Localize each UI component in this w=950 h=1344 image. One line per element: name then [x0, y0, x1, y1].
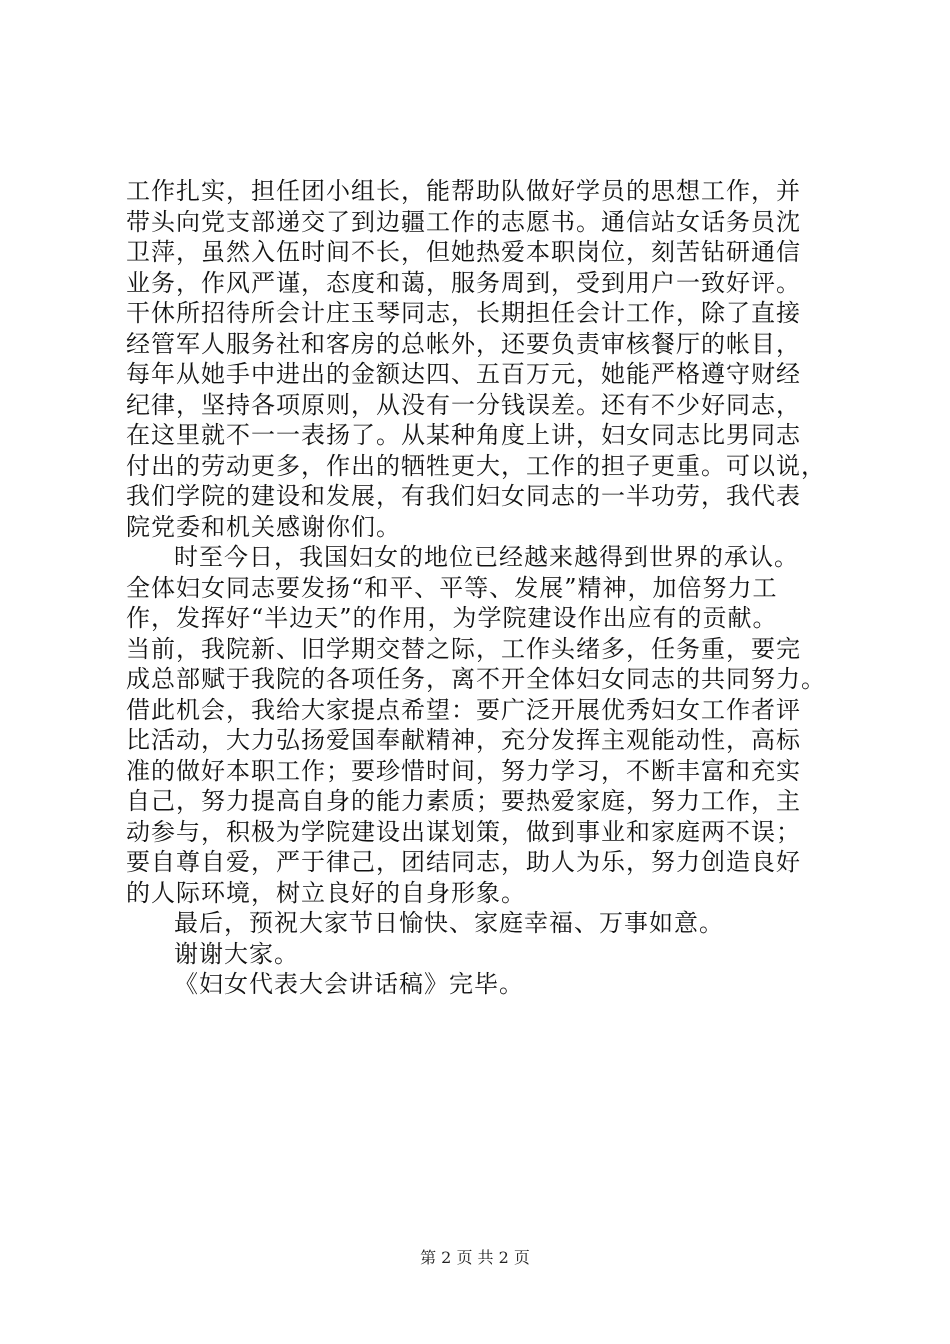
text-line: 动参与，积极为学院建设出谋划策，做到事业和家庭两不误； — [126, 817, 801, 846]
paragraph-start-line: 谢谢大家。 — [174, 939, 299, 968]
text-line: 自己，努力提高自身的能力素质；要热爱家庭，努力工作，主 — [126, 787, 801, 815]
text-line: 准的做好本职工作；要珍惜时间，努力学习，不断丰富和充实 — [126, 756, 801, 785]
text-line: 卫萍，虽然入伍时间不长，但她热爱本职岗位，刻苦钻研通信 — [126, 238, 801, 266]
text-line: 借此机会，我给大家提点希望：要广泛开展优秀妇女工作者评 — [126, 695, 801, 724]
text-line: 付出的劳动更多，作出的牺牲更大，工作的担子更重。可以说， — [126, 451, 826, 480]
text-line: 每年从她手中进出的金额达四、五百万元，她能严格遵守财经 — [126, 360, 801, 388]
text-line: 带头向党支部递交了到边疆工作的志愿书。通信站女话务员沈 — [126, 207, 801, 236]
text-line: 作，发挥好“半边天”的作用，为学院建设作出应有的贡献。 — [126, 604, 778, 632]
text-line: 业务，作风严谨，态度和蔼，服务周到，受到用户一致好评。 — [126, 268, 801, 297]
text-line: 比活动，大力弘扬爱国奉献精神，充分发挥主观能动性，高标 — [126, 726, 801, 754]
text-line: 纪律，坚持各项原则，从没有一分钱误差。还有不少好同志， — [126, 390, 801, 419]
text-line: 全体妇女同志要发扬“和平、平等、发展”精神，加倍努力工 — [126, 573, 778, 602]
text-line: 经管军人服务社和客房的总帐外，还要负责审核餐厅的帐目， — [126, 329, 801, 358]
text-line: 当前，我院新、旧学期交替之际，工作头绪多，任务重，要完 — [126, 634, 801, 663]
document-body — [126, 176, 846, 1000]
text-line: 干休所招待所会计庄玉琴同志，长期担任会计工作，除了直接 — [126, 299, 801, 327]
text-line: 我们学院的建设和发展，有我们妇女同志的一半功劳，我代表 — [126, 482, 801, 510]
paragraph-start-line: 最后，预祝大家节日愉快、家庭幸福、万事如意。 — [174, 909, 724, 937]
paragraph-start-line: 《妇女代表大会讲话稿》完毕。 — [174, 970, 524, 998]
text-line: 在这里就不一一表扬了。从某种角度上讲，妇女同志比男同志 — [126, 421, 801, 449]
text-line: 工作扎实，担任团小组长，能帮助队做好学员的思想工作，并 — [126, 177, 801, 205]
page-number-footer: 第 2 页 共 2 页 — [420, 1248, 530, 1267]
text-line: 成总部赋于我院的各项任务，离不开全体妇女同志的共同努力。 — [126, 665, 826, 693]
text-line: 的人际环境，树立良好的自身形象。 — [126, 878, 526, 907]
text-line: 要自尊自爱，严于律己，团结同志，助人为乐，努力创造良好 — [126, 848, 801, 876]
paragraph-start-line: 时至今日，我国妇女的地位已经越来越得到世界的承认。 — [174, 543, 799, 571]
text-line: 院党委和机关感谢你们。 — [126, 512, 401, 541]
